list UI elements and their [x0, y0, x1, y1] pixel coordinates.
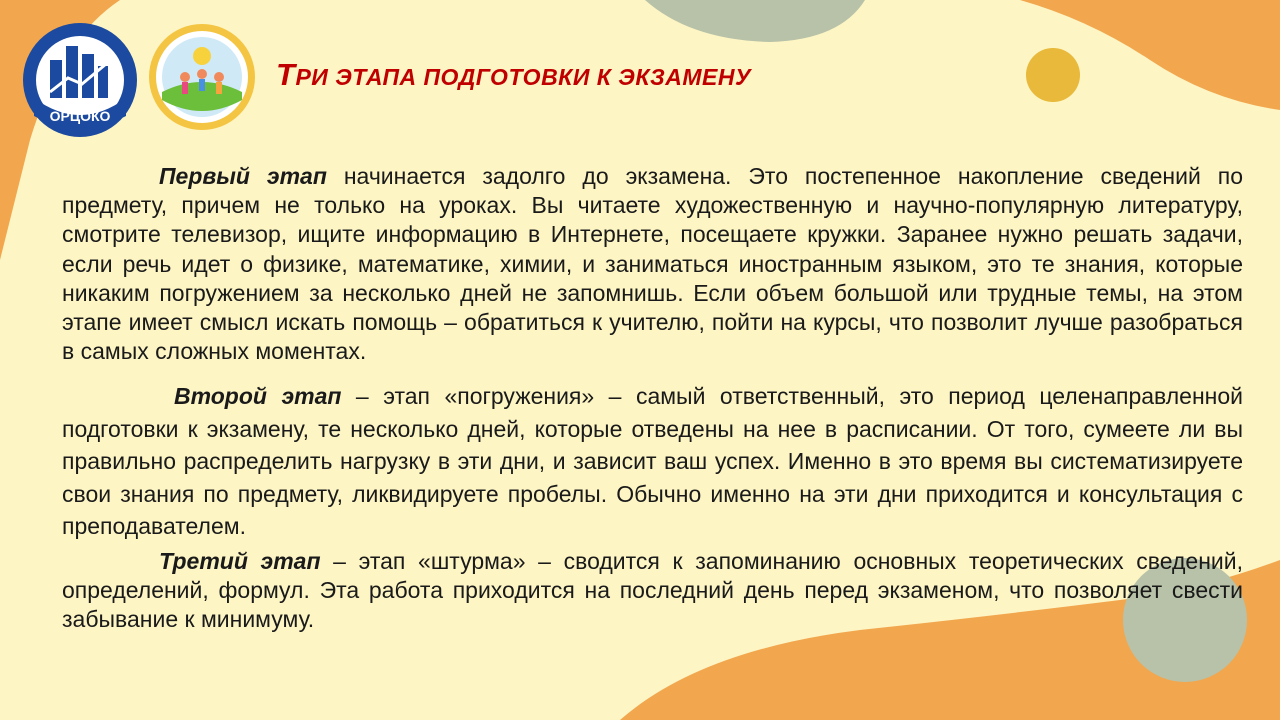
stage-2-text: – этап «погружения» – самый ответственный, это период целенаправленной подготовки к экзамену, те несколько дней, которые отведены на нее в расписании. От того, сумеете ли вы правильно распределить нагрузку в эти дни, и зависит ваш успех. Именно в это время вы систематизируете свои знания по предмету, ликвидируете пробелы. Обычно именно на эти дни приходится и консультация с преподавателем.: [62, 383, 1243, 540]
title-rest: РИ ЭТАПА ПОДГОТОВКИ К ЭКЗАМЕНУ: [295, 64, 752, 90]
gray-blob-top: [645, 0, 865, 42]
stage-3-lead: Третий этап: [159, 547, 321, 574]
kids-center-logo: [147, 22, 257, 132]
stage-paragraph-2: [62, 380, 1243, 543]
stage-paragraph-3: [62, 547, 1243, 635]
title-first-letter: Т: [276, 57, 296, 92]
stage-3-text: – этап «штурма» – сводится к запоминанию основных теоретических сведений, определений, формул. Эта работа приходится на последний день перед экзаменом, что позволяет свести забывание к минимуму.: [62, 547, 1243, 633]
stages-text: [62, 162, 1243, 635]
orcoko-logo-label: ОРЦОКО: [49, 108, 111, 124]
orcoko-logo: [20, 20, 140, 140]
stage-paragraph-1: [62, 162, 1243, 366]
yellow-dot: [1026, 48, 1080, 102]
stage-2-lead: Второй этап: [174, 383, 342, 410]
stage-1-lead: Первый этап: [159, 163, 327, 189]
stage-1-text: начинается задолго до экзамена. Это постепенное накопление сведений по предмету, причем не только на уроках. Вы читаете художественную и научно-популярную литературу, смотрите телевизор, ищите информацию в Интернете, посещаете кружки. Заранее нужно решать задачи, если речь идет о физике, математике, химии, и заниматься иностранным языком, это те знания, которые никаким погружением за несколько дней не запомнишь. Если объем большой или трудные темы, на этом этапе имеет смысл искать помощь – обратиться к учителю, пойти на курсы, что позволит лучше разобраться в самых сложных моментах.: [62, 163, 1243, 365]
page-title: [276, 57, 751, 93]
